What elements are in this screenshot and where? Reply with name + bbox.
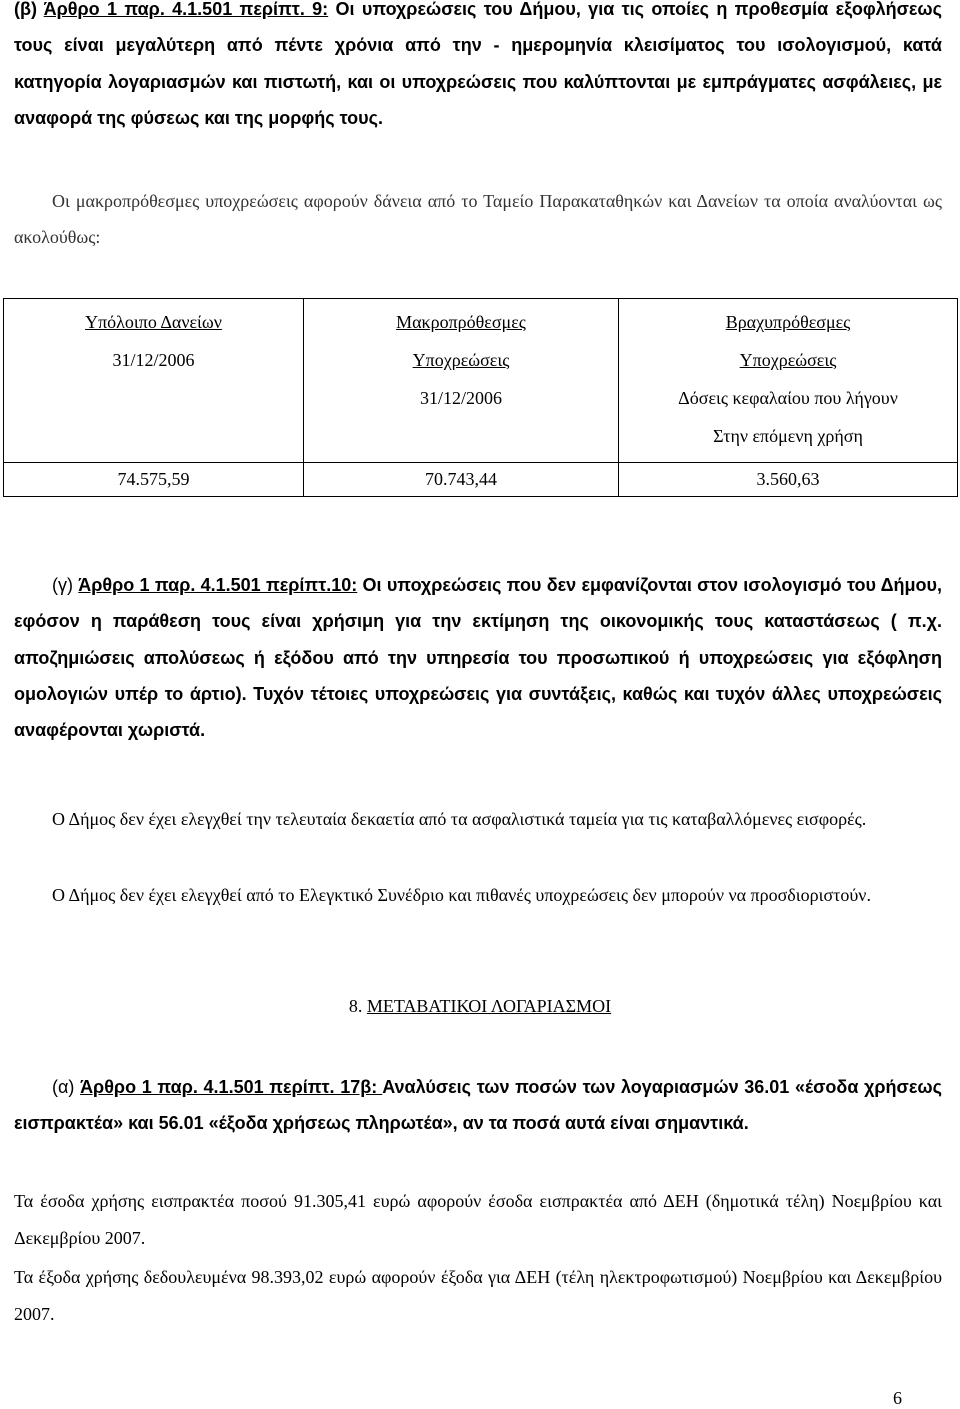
loans-table-header-long-term: Μακροπρόθεσμες Υποχρεώσεις 31/12/2006 xyxy=(304,299,619,463)
paragraph-a-text: Αναλύσεις των ποσών των λογαριασμών 36.01 «έσοδα χρήσεως εισπρακτέα» και 56.01 «έξοδα χρήσεως πληρωτέα», αν τα ποσά αυτά είναι σημαντικά. xyxy=(14,1077,942,1134)
paragraph-c-text: Οι υποχρεώσεις που δεν εμφανίζονται στον ισολογισμό του Δήμου, εφόσον η παράθεση τους είναι χρήσιμη για την εκτίμηση της οικονομικής τους καταστάσεως ( π.χ. αποζημιώσεις απολύσεως ή εξόδου από την υπηρεσία του προσωπικού ή υποχρεώσεις για εξόφληση ομολογιών υπέρ το άρτιο). xyxy=(14,575,942,704)
section-8-title xyxy=(0,996,960,1017)
paragraph-a xyxy=(14,1069,942,1142)
paragraph-b-text: Οι υποχρεώσεις του Δήμου, για τις οποίες η προθεσμία εξοφλήσεως τους είναι μεγαλύτερη από πέντε χρόνια από την - ημερομηνία κλεισίματος του ισολογισμού, κατά κατηγορία λογαριασμών και πιστωτή, και οι υποχρεώσεις που καλύπτονται με εμπράγματες ασφάλειες, με αναφορά της φύσεως και της μορφής τους. xyxy=(14,0,942,128)
loans-table-header-row xyxy=(4,299,958,463)
paragraph-c xyxy=(14,567,942,748)
insurance-paragraph: Ο Δήμος δεν έχει ελεγχθεί την τελευταία δεκαετία από τα ασφαλιστικά ταμεία για τις καταβαλλόμενες εισφορές. xyxy=(52,809,867,829)
page-number: 6 xyxy=(893,1388,902,1408)
paragraph-a-prefix: (α) xyxy=(52,1077,81,1097)
expense-paragraph: Τα έξοδα χρήσης δεδουλευμένα 98.393,02 ευρώ αφορούν έξοδα για ΔΕΗ (τέλη ηλεκτροφωτισμού) Νοεμβρίου και Δεκεμβρίου 2007. xyxy=(14,1267,942,1324)
section-8-number: 8. xyxy=(348,996,367,1016)
paragraph-a-reference: Άρθρο 1 παρ. 4.1.501 περίπτ. 17β: xyxy=(80,1077,383,1097)
loans-table-header-short-term: Βραχυπρόθεσμες Υποχρεώσεις Δόσεις κεφαλαίου που λήγουν Στην επόμενη χρήση xyxy=(619,299,958,463)
paragraph-b-prefix: (β) xyxy=(14,0,44,19)
audit-paragraph: Ο Δήμος δεν έχει ελεγχθεί από το Ελεγκτικό Συνέδριο και πιθανές υποχρεώσεις δεν μπορούν να προσδιοριστούν. xyxy=(52,885,871,905)
loans-table xyxy=(3,298,958,497)
loans-table-values-row xyxy=(4,462,958,496)
paragraph-c-reference: Άρθρο 1 παρ. 4.1.501 περίπτ.10: xyxy=(78,575,358,595)
paragraph-b-reference: Άρθρο 1 παρ. 4.1.501 περίπτ. 9: xyxy=(43,0,329,19)
loans-table-cell: 3.560,63 xyxy=(619,462,958,496)
loans-paragraph: Οι μακροπρόθεσμες υποχρεώσεις αφορούν δάνεια από το Ταμείο Παρακαταθηκών και Δανείων τα οποία αναλύονται ως ακολούθως: xyxy=(14,191,942,248)
paragraph-c-text-extra: Τυχόν τέτοιες υποχρεώσεις για συντάξεις, καθώς και τυχόν άλλες υποχρεώσεις αναφέρονται χωριστά. xyxy=(14,683,943,741)
paragraph-c-prefix: (γ) xyxy=(52,575,79,595)
income-paragraph: Τα έσοδα χρήσης εισπρακτέα ποσού 91.305,41 ευρώ αφορούν έσοδα εισπρακτέα από ΔΕΗ (δημοτικά τέλη) Νοεμβρίου και Δεκεμβρίου 2007. xyxy=(14,1191,942,1248)
paragraph-b xyxy=(14,0,942,136)
loans-table-cell: 70.743,44 xyxy=(304,462,619,496)
loans-table-header-balance: Υπόλοιπο Δανείων 31/12/2006 xyxy=(4,299,304,463)
section-8-heading: ΜΕΤΑΒΑΤΙΚΟΙ ΛΟΓΑΡΙΑΣΜΟΙ xyxy=(366,996,612,1016)
loans-table-cell: 74.575,59 xyxy=(4,462,304,496)
